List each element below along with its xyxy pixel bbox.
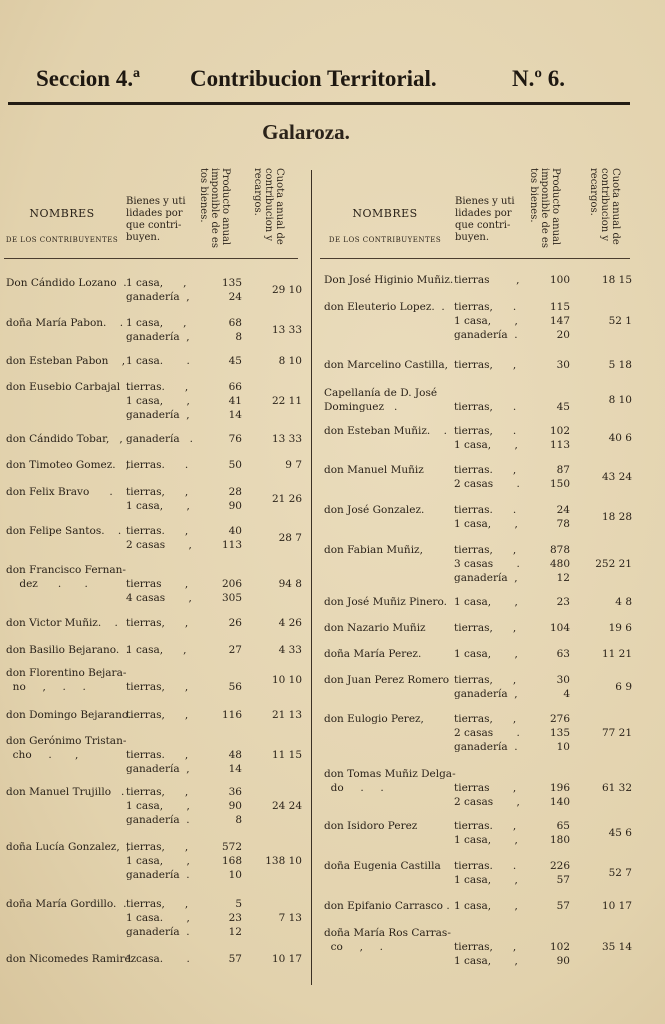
quota-cell: 138 10: [265, 855, 302, 867]
quota-cell: 29 10: [271, 284, 302, 296]
goods-cell: 1 casa, ,: [454, 648, 518, 660]
goods-cell: tierras. , 2 casas ,: [126, 525, 192, 551]
goods-cell: tierras, . 1 casa, ,: [454, 425, 518, 451]
goods-cell: tierras. , 1 casa, , ganadería ,: [126, 381, 190, 421]
quota-cell: 4 26: [278, 617, 302, 629]
contributor-name: don Nicomedes Ramirez: [6, 953, 137, 965]
contributor-name: don Manuel Muñiz: [324, 464, 424, 476]
quota-cell: 94 8: [278, 578, 302, 590]
quota-cell: 252 21: [595, 558, 632, 570]
product-cell: 30: [556, 359, 570, 371]
goods-cell: 1 casa, ,: [454, 596, 518, 608]
quota-cell: 18 28: [601, 511, 632, 523]
goods-cell: tierras. . 1 casa, ,: [454, 860, 518, 886]
product-header-left: Producto anual imponible de es tos bienes.: [198, 168, 231, 248]
product-cell: 878 480 12: [549, 544, 570, 584]
goods-cell: ganadería .: [126, 433, 193, 445]
quota-cell: 11 15: [271, 749, 302, 761]
quota-cell: 52 1: [608, 315, 632, 327]
contributor-name: don Manuel Trujillo .: [6, 786, 125, 798]
goods-cell: 1 casa, ,: [126, 644, 187, 656]
contributor-name: doña María Ros Carras- co , .: [324, 927, 451, 953]
goods-cell: tierras, ,: [126, 709, 189, 721]
quota-cell: 10 10: [271, 674, 302, 686]
contributor-name: don Timoteo Gomez. ,: [6, 459, 129, 471]
goods-cell: tierras. , 2 casas .: [454, 464, 520, 490]
product-cell: 196 140: [549, 782, 570, 808]
header-rule: [8, 102, 630, 105]
product-cell: 87 150: [549, 464, 570, 490]
product-cell: 28 90: [228, 486, 242, 512]
quota-header-right: Cuota anual de contribucion y recargos.: [588, 168, 621, 245]
quota-cell: 13 33: [271, 433, 302, 445]
product-cell: 30 4: [556, 674, 570, 700]
goods-cell: tierras ,: [454, 274, 520, 286]
header-rule-left: [4, 258, 298, 259]
column-divider: [311, 170, 312, 985]
contributor-name: don Eusebio Carbajal .: [6, 381, 131, 393]
contributor-name: don Felix Bravo .: [6, 486, 113, 498]
product-cell: 66 41 14: [228, 381, 242, 421]
quota-cell: 21 26: [271, 493, 302, 505]
quota-cell: 4 33: [278, 644, 302, 656]
quota-cell: 19 6: [608, 622, 632, 634]
quota-cell: 4 8: [615, 596, 632, 608]
goods-cell: tierras, ,: [126, 681, 189, 693]
contributor-name: don Eulogio Perez,: [324, 713, 424, 725]
contributor-name: don Cándido Tobar, ,: [6, 433, 123, 445]
product-cell: 276 135 10: [549, 713, 570, 753]
product-cell: 36 90 8: [228, 786, 242, 826]
quota-cell: 10 17: [601, 900, 632, 912]
contributor-name: don Gerónimo Tristan- cho . ,: [6, 735, 127, 761]
product-cell: 57: [228, 953, 242, 965]
product-cell: 115 147 20: [549, 301, 570, 341]
header-rule-right: [320, 258, 630, 259]
contributor-name: don Basilio Bejarano. .: [6, 644, 130, 656]
section-label: Seccion 4.ª: [36, 66, 140, 91]
goods-cell: 1 casa, , ganadería ,: [126, 277, 190, 303]
product-cell: 26: [228, 617, 242, 629]
goods-cell: 1 casa, ,: [454, 900, 518, 912]
goods-cell: 1 casa. .: [126, 953, 190, 965]
goods-cell: tierras, , 2 casas . ganadería .: [454, 713, 520, 753]
goods-cell: tierras, ,: [454, 359, 517, 371]
contributor-name: doña Lucía Gonzalez, ,: [6, 841, 130, 853]
contributor-name: Capellanía de D. José Dominguez .: [324, 387, 438, 413]
names-header-right: NOMBRES DE LOS CONTRIBUYENTES: [328, 207, 442, 244]
product-cell: 65 180: [549, 820, 570, 846]
product-cell: 100: [549, 274, 570, 286]
page-number: N.º 6.: [512, 66, 565, 91]
goods-cell: tierras. , 1 casa, ,: [454, 820, 518, 846]
contributor-name: doña María Perez.: [324, 648, 422, 660]
product-cell: 226 57: [549, 860, 570, 886]
goods-header-right: Bienes y uti lidades por que contri- buyen.: [455, 196, 515, 243]
product-cell: 27: [228, 644, 242, 656]
quota-cell: 35 14: [601, 941, 632, 953]
product-cell: 135 24: [221, 277, 242, 303]
contributor-name: don Esteban Pabon ,: [6, 355, 126, 367]
quota-cell: 11 21: [601, 648, 632, 660]
product-cell: 68 8: [228, 317, 242, 343]
quota-header-left: Cuota anual de contribucion y recargos.: [252, 168, 285, 245]
running-header: [0, 66, 665, 98]
goods-cell: tierras, , 1 casa, ,: [126, 486, 190, 512]
quota-cell: 22 11: [271, 395, 302, 407]
contributor-name: Don José Higinio Muñiz.: [324, 274, 454, 286]
quota-cell: 45 6: [608, 827, 632, 839]
contributor-name: don Marcelino Castilla,: [324, 359, 448, 371]
town-title: Galaroza.: [262, 120, 350, 144]
goods-cell: tierras. , ganadería ,: [126, 749, 190, 775]
product-cell: 45: [556, 401, 570, 413]
contributor-name: don Francisco Fernan- dez . .: [6, 564, 126, 590]
goods-cell: tierras , 4 casas ,: [126, 578, 192, 604]
product-cell: 76: [228, 433, 242, 445]
contributor-name: Don Cándido Lozano .: [6, 277, 127, 289]
contributor-name: don Florentino Bejara- no , . .: [6, 667, 127, 693]
quota-cell: 40 6: [608, 432, 632, 444]
quota-cell: 77 21: [601, 727, 632, 739]
quota-cell: 21 13: [271, 709, 302, 721]
goods-cell: tierras, , 1 casa, , ganadería .: [126, 841, 190, 881]
goods-cell: 1 casa. .: [126, 355, 190, 367]
contributor-name: don Epifanio Carrasco .: [324, 900, 450, 912]
goods-cell: tierras, ,: [454, 622, 517, 634]
goods-cell: tierras, .: [454, 401, 517, 413]
quota-cell: 52 7: [608, 867, 632, 879]
product-cell: 24 78: [556, 504, 570, 530]
quota-cell: 5 18: [608, 359, 632, 371]
goods-cell: tierras, , 1 casa. , ganadería .: [126, 898, 190, 938]
goods-cell: 1 casa, , ganadería ,: [126, 317, 190, 343]
quota-cell: 28 7: [278, 532, 302, 544]
goods-cell: tierras. . 1 casa, ,: [454, 504, 518, 530]
product-cell: 40 113: [221, 525, 242, 551]
contributor-name: don Domingo Bejarano.: [6, 709, 132, 721]
product-cell: 102 113: [549, 425, 570, 451]
contributor-name: don Juan Perez Romero: [324, 674, 450, 686]
quota-cell: 7 13: [278, 912, 302, 924]
contributor-name: doña María Pabon. .: [6, 317, 124, 329]
contributor-name: don Felipe Santos. .: [6, 525, 122, 537]
goods-cell: tierras, , 1 casa, ,: [454, 941, 518, 967]
quota-cell: 18 15: [601, 274, 632, 286]
names-header-left: NOMBRES DE LOS CONTRIBUYENTES: [5, 207, 119, 244]
contributor-name: don José Gonzalez.: [324, 504, 425, 516]
product-cell: 104: [549, 622, 570, 634]
product-cell: 63: [556, 648, 570, 660]
goods-cell: tierras , 2 casas ,: [454, 782, 520, 808]
contributor-name: don Isidoro Perez: [324, 820, 418, 832]
contributor-name: don Tomas Muñiz Delga- do . .: [324, 768, 456, 794]
goods-header-left: Bienes y uti lidades por que contri- buyen.: [126, 196, 186, 243]
product-cell: 23: [556, 596, 570, 608]
contributor-name: don Nazario Muñiz: [324, 622, 426, 634]
goods-cell: tierras, ,: [126, 617, 189, 629]
contributor-name: don Esteban Muñiz. .: [324, 425, 447, 437]
goods-cell: tierras, , ganadería ,: [454, 674, 518, 700]
goods-cell: tierras, , 3 casas . ganadería ,: [454, 544, 520, 584]
product-cell: 57: [556, 900, 570, 912]
product-cell: 572 168 10: [221, 841, 242, 881]
contributor-name: doña Eugenia Castilla: [324, 860, 441, 872]
quota-cell: 24 24: [271, 800, 302, 812]
quota-cell: 13 33: [271, 324, 302, 336]
quota-cell: 6 9: [615, 681, 632, 693]
quota-cell: 8 10: [608, 394, 632, 406]
product-cell: 5 23 12: [228, 898, 242, 938]
contributor-name: doña María Gordillo. .: [6, 898, 127, 910]
quota-cell: 61 32: [601, 782, 632, 794]
contributor-name: don José Muñiz Pinero.: [324, 596, 448, 608]
product-header-right: Producto anual imponible de es tos bienes.: [528, 168, 561, 248]
quota-cell: 10 17: [271, 953, 302, 965]
product-cell: 45: [228, 355, 242, 367]
contributor-name: don Fabian Muñiz,: [324, 544, 423, 556]
product-cell: 206 305: [221, 578, 242, 604]
product-cell: 116: [221, 709, 242, 721]
goods-cell: tierras. .: [126, 459, 189, 471]
contributor-name: don Victor Muñiz. .: [6, 617, 118, 629]
goods-cell: tierras, , 1 casa, , ganadería .: [126, 786, 190, 826]
product-cell: 56: [228, 681, 242, 693]
header-title: Contribucion Territorial.: [190, 66, 437, 91]
product-cell: 102 90: [549, 941, 570, 967]
quota-cell: 8 10: [278, 355, 302, 367]
goods-cell: tierras, . 1 casa, , ganadería .: [454, 301, 518, 341]
quota-cell: 43 24: [601, 471, 632, 483]
quota-cell: 9 7: [285, 459, 302, 471]
product-cell: 48 14: [228, 749, 242, 775]
contributor-name: don Eleuterio Lopez. .: [324, 301, 445, 313]
product-cell: 50: [228, 459, 242, 471]
